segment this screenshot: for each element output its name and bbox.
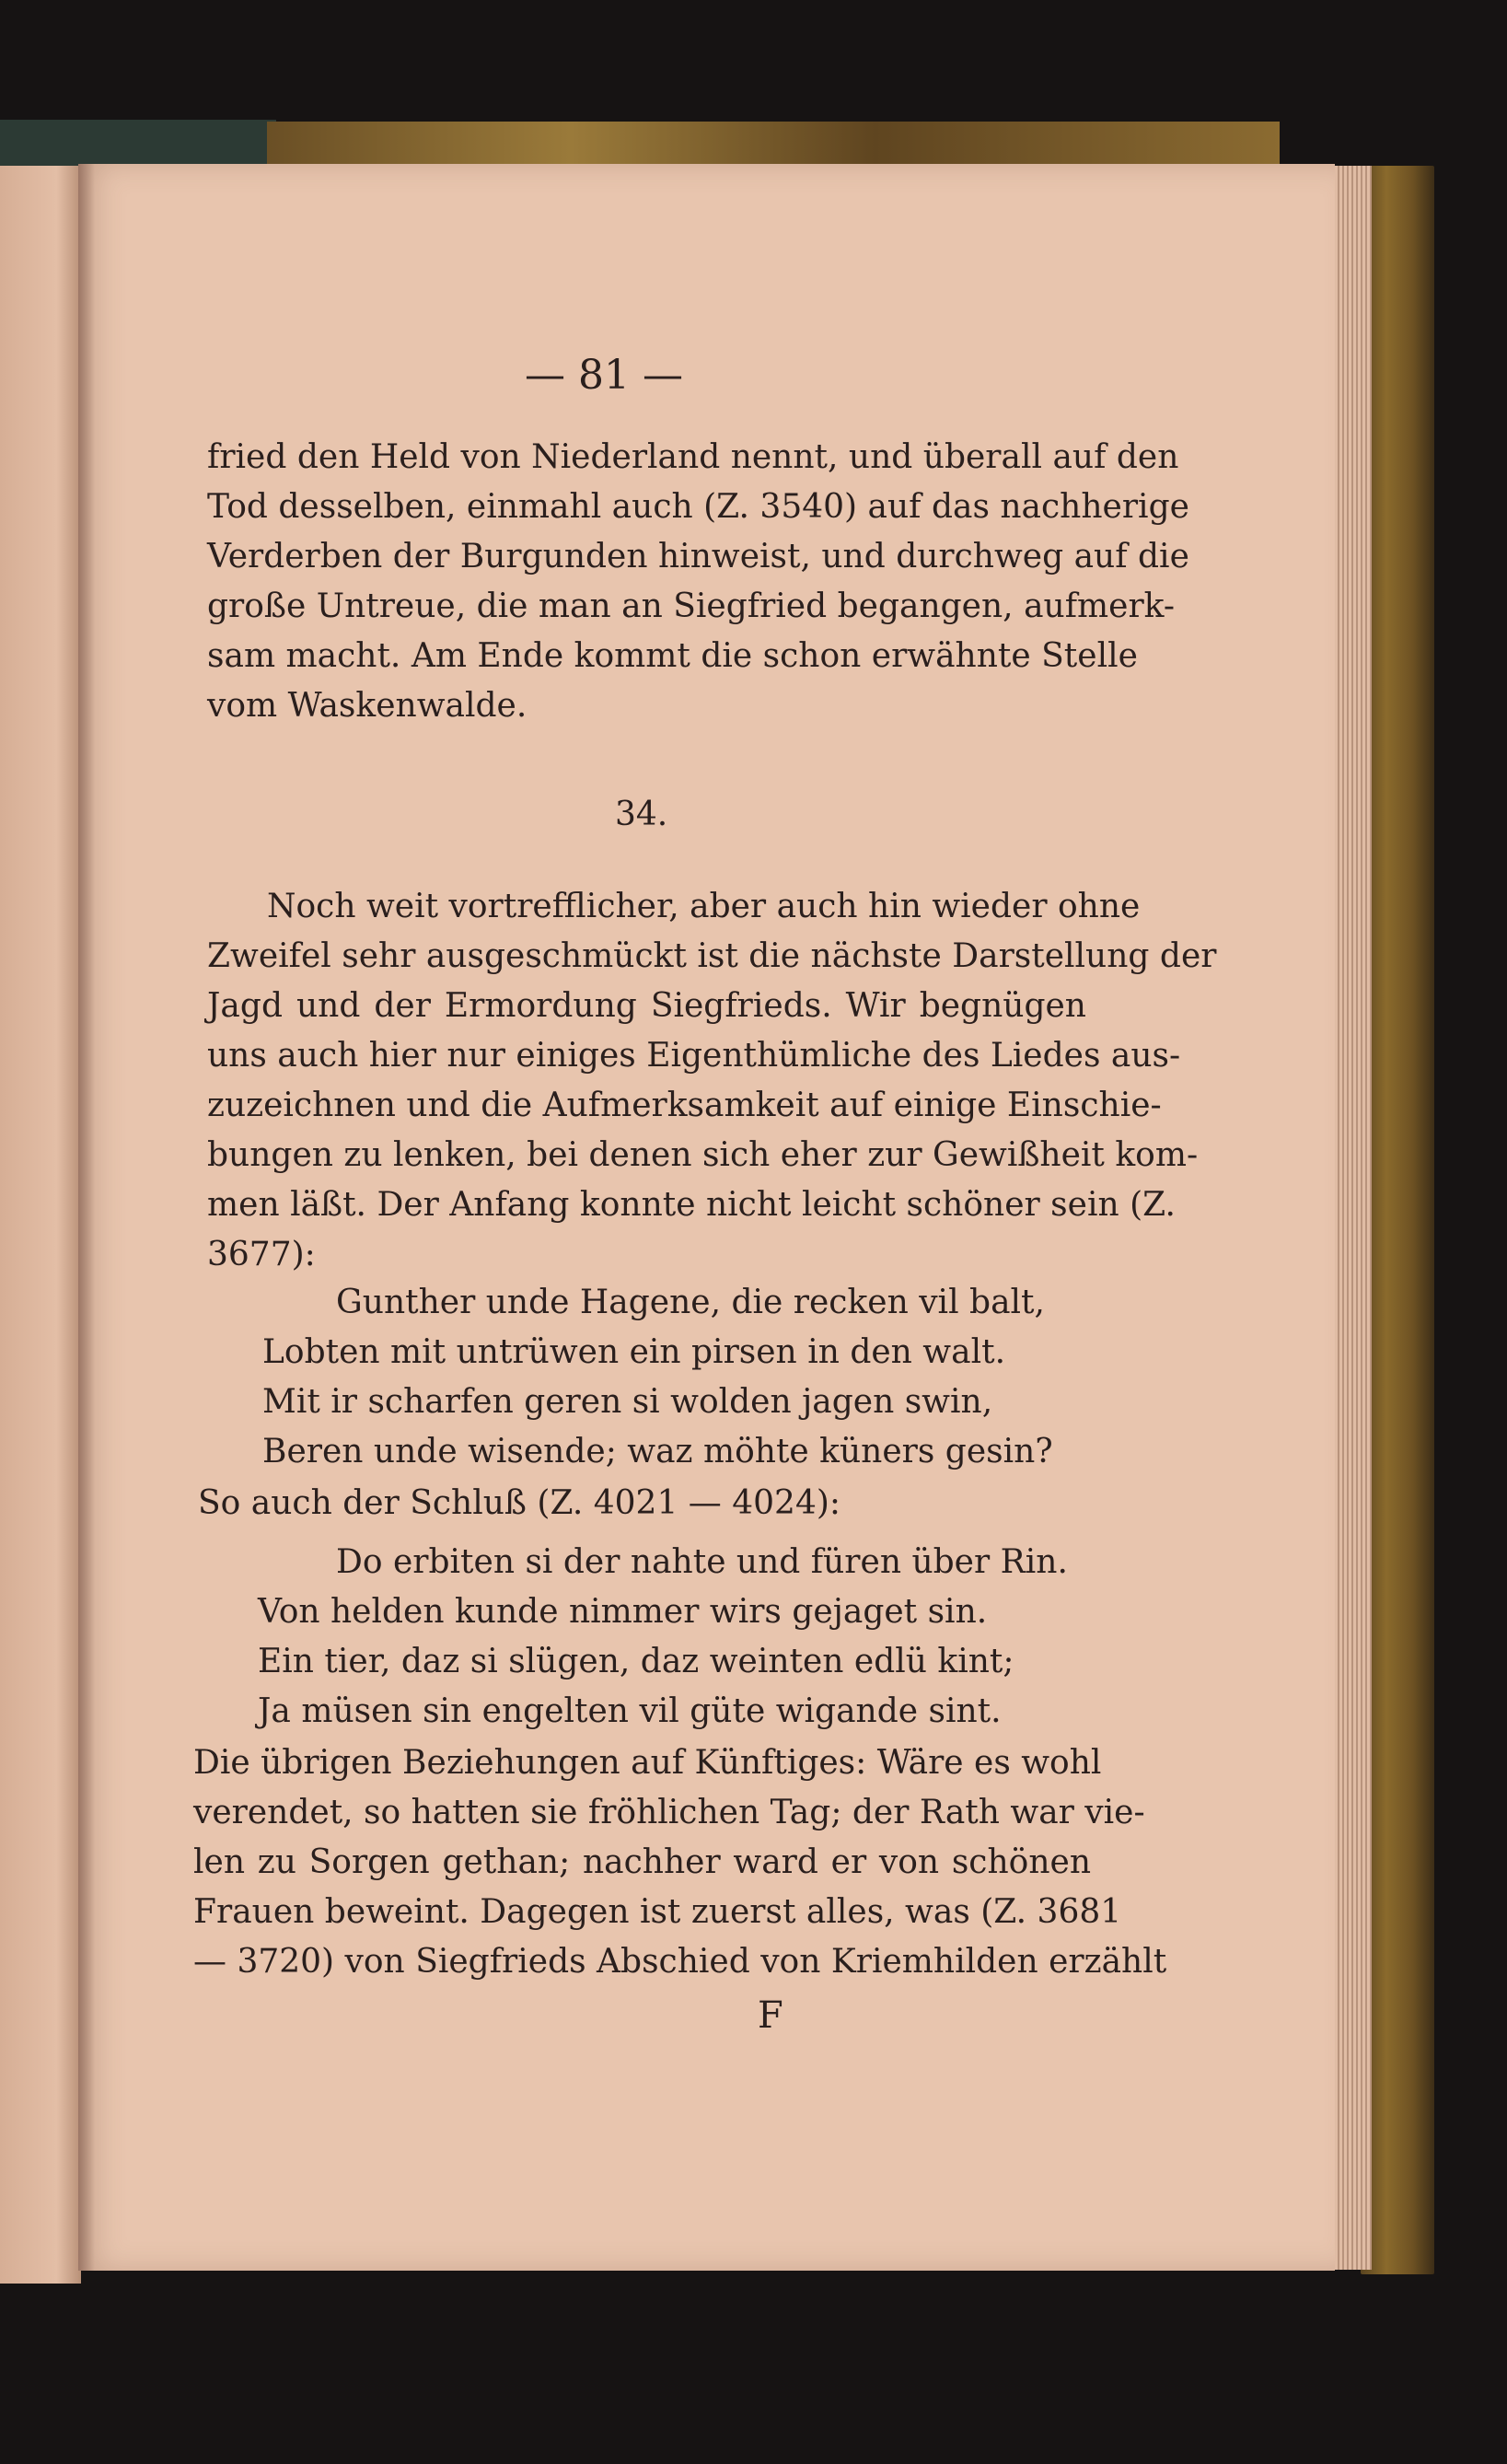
verse-1 — [262, 1278, 1053, 1477]
text-line: Noch weit vortrefflicher, aber auch hin wieder ohne — [267, 888, 1141, 925]
text-line: Die übrigen Beziehungen auf Künftiges: Wäre es wohl — [193, 1744, 1102, 1782]
text-line: sam macht. Am Ende kommt die schon erwähnte Stelle — [207, 637, 1138, 675]
text-line: men läßt. Der Anfang konnte nicht leicht schöner sein (Z. — [207, 1186, 1176, 1224]
text-line: zuzeichnen und die Aufmerksamkeit auf einige Einschie- — [207, 1087, 1162, 1124]
text-line: fried den Held von Niederland nennt, und überall auf den — [207, 438, 1179, 476]
text-line: uns auch hier nur einiges Eigenthümliche des Liedes aus- — [207, 1037, 1181, 1075]
section-number: 34. — [615, 796, 668, 833]
verse-line: Mit ir scharfen geren si wolden jagen swin, — [262, 1383, 993, 1421]
text-line: Tod desselben, einmahl auch (Z. 3540) auf das nachherige — [207, 488, 1189, 526]
text-line: Jagd und der Ermordung Siegfrieds. Wir begnügen — [207, 987, 1086, 1025]
text-line: verendet, so hatten sie fröhlichen Tag; der Rath war vie- — [193, 1794, 1145, 1831]
paragraph-1 — [207, 433, 1189, 731]
page-number: — 81 — — [525, 352, 683, 399]
paragraph-2 — [207, 882, 1217, 1280]
text-line: Verderben der Burgunden hinweist, und durchweg auf die — [207, 538, 1189, 575]
verse-line: Do erbiten si der nahte und füren über Rin. — [336, 1543, 1068, 1581]
verse-line: Ja müsen sin engelten vil güte wigande sint. — [258, 1692, 1002, 1730]
verse-line: Von helden kunde nimmer wirs gejaget sin. — [258, 1593, 988, 1631]
text-line: Zweifel sehr ausgeschmückt ist die nächste Darstellung der — [207, 937, 1217, 975]
page-gutter — [78, 164, 95, 2271]
text-line: Frauen beweint. Dagegen ist zuerst alles, was (Z. 3681 — [193, 1893, 1122, 1931]
book-cover-cloth — [0, 120, 276, 170]
marbled-board-right — [1361, 166, 1434, 2274]
text-line: große Untreue, die man an Siegfried begangen, aufmerk- — [207, 587, 1176, 625]
left-page-edge — [0, 166, 81, 2284]
verse-line: Beren unde wisende; waz möhte küners gesin? — [262, 1433, 1053, 1470]
verse-line: Ein tier, daz si slügen, daz weinten edlü kint; — [258, 1643, 1014, 1680]
marbled-board-top — [267, 122, 1280, 168]
transition-line: So auch der Schluß (Z. 4021 — 4024): — [198, 1484, 841, 1522]
signature-mark: F — [758, 1994, 783, 2037]
verse-2 — [258, 1538, 1068, 1737]
text-line: len zu Sorgen gethan; nachher ward er von schönen — [193, 1843, 1091, 1881]
text-line: 3677): — [207, 1236, 316, 1273]
verse-line: Gunther unde Hagene, die recken vil balt, — [336, 1284, 1045, 1321]
text-line: vom Waskenwalde. — [207, 687, 527, 725]
text-line: — 3720) von Siegfrieds Abschied von Kriemhilden erzählt — [193, 1943, 1167, 1981]
paragraph-3 — [193, 1738, 1167, 1987]
text-line: bungen zu lenken, bei denen sich eher zur Gewißheit kom- — [207, 1136, 1199, 1174]
verse-line: Lobten mit untrüwen ein pirsen in den walt. — [262, 1333, 1006, 1371]
